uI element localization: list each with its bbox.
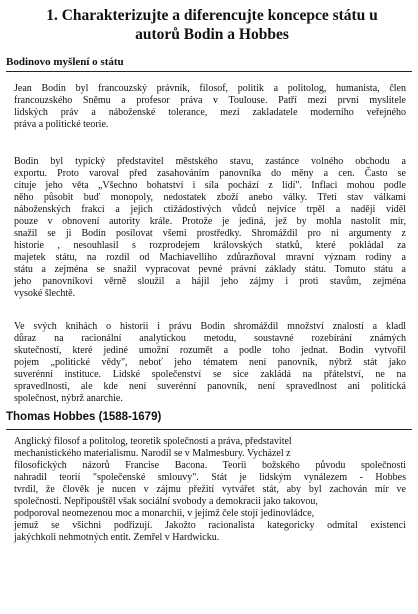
paragraph-hobbes <box>14 436 406 544</box>
text-line: podporoval neomezenou moc a monarchii, v jejímž čele stojí jedinovládce, <box>14 508 315 519</box>
text-line: pouze v obnovení autority krále. Protože je jediná, jež by mohla nastolit mír, <box>14 216 406 227</box>
text-line: historie , nesouhlasil s rozprodejem královských statků, které pokládal za <box>14 240 406 251</box>
text-line: lidských práv a náboženské tolerance, mezi zakladatele moderního veřejného <box>14 107 406 118</box>
text-line: spravedlnosti, ale kde není suverénní panovník, není spravedlnost ani politická <box>14 381 406 392</box>
page-title-line-1: 1. Charakterizujte a diferencujte koncepce státu u <box>46 7 378 24</box>
text-line: společnost, nýbrž anarchie. <box>14 393 123 404</box>
text-line: suverénní instituce. Lidské společenství se sice zakládá na přátelství, ne na <box>14 369 406 380</box>
text-line: Jean Bodin byl francouzský právník, filosof, politik a politolog, humanista, člen <box>14 83 406 94</box>
text-line: nahradil teorií "společenské smlouvy". Stát je lidským vynálezem - Hobbes <box>14 472 406 483</box>
paragraph-bodin-state <box>14 156 406 300</box>
text-line: cituje jeho věta „Všechno bohatství i síla pochází z lidí". Inflaci mohou podle <box>14 180 406 191</box>
section-heading-hobbes: Thomas Hobbes (1588-1679) <box>6 411 162 423</box>
section-heading-bodin: Bodinovo myšlení o státu <box>6 56 124 68</box>
text-line: pojem „politické vědy", neboť jeho tématem není panovník, nýbrž stát jako <box>14 357 406 368</box>
paragraph-bodin-political-science <box>14 321 406 405</box>
text-line: filosofických názorů Francise Bacona. Teorii božského původu společnosti <box>14 460 406 471</box>
paragraph-bodin-intro <box>14 83 406 131</box>
page-title <box>22 6 402 44</box>
text-line: náboženských frakcí a jejich ctižádostivých vůdců nejvíce trpěl a naději viděl <box>14 204 406 215</box>
text-line: snažil se ji Bodin posilovat všemi prostředky. Shromáždil pro ni argumenty z <box>14 228 406 239</box>
text-line: společnosti. Nepřipouštěl však sociální svobody a demokracii jako takovou, <box>14 496 318 507</box>
text-line: důraz na racionální analytickou metodu, soustavné rozebírání známých <box>14 333 406 344</box>
text-line: jemuž se všichni podřizují. Jakožto racionalista kategoricky odmítal existenci <box>14 520 406 531</box>
text-line: státu a zejména se snažil vypracovat pevné právní základy státu. Tomuto státu a <box>14 264 406 275</box>
section-divider <box>6 429 412 430</box>
text-line: jeho panovníkovi věrně sloužil a hájil jeho zájmy i proti stavům, zejména <box>14 276 406 287</box>
text-line: mechanistického materialismu. Narodil se v Malmesbury. Vycházel z <box>14 448 291 459</box>
text-line: skutečností, které jediné umožní rozumět a podle toho jednat. Bodin vytvořil <box>14 345 406 356</box>
text-line: Ve svých knihách o historii i právu Bodin shromáždil množství znalostí a kladl <box>14 321 406 332</box>
text-line: práva a politické teorie. <box>14 119 109 130</box>
text-line: něho působit buď monopoly, nedostatek zboží anebo války. Třetí stav válkami <box>14 192 406 203</box>
text-line: vysoké šlechtě. <box>14 288 76 299</box>
text-line: jakýchkoli nehmotných entit. Zemřel v Hardwicku. <box>14 532 220 543</box>
text-line: tvrdil, že člověk je nucen v zájmu přežití vytvářet stát, aby byl zachován mír ve <box>14 484 406 495</box>
text-line: francouzského Sněmu a profesor práva v Toulouse. Patří mezi první myslitele <box>14 95 406 106</box>
text-line: Bodin byl typický představitel městského stavu, zastánce volného obchodu a <box>14 156 406 167</box>
text-line: majetek státu, na rozdíl od Machiavelliho zdůrazňoval mravní význam rodiny a <box>14 252 406 263</box>
page-title-line-2: autorů Bodin a Hobbes <box>135 26 289 43</box>
text-line: exportu. Proto varoval před zasahováním panovníka do měny a cen. Často se <box>14 168 406 179</box>
section-divider <box>6 71 412 72</box>
text-line: Anglický filosof a politolog, teoretik společnosti a práva, představitel <box>14 436 292 447</box>
